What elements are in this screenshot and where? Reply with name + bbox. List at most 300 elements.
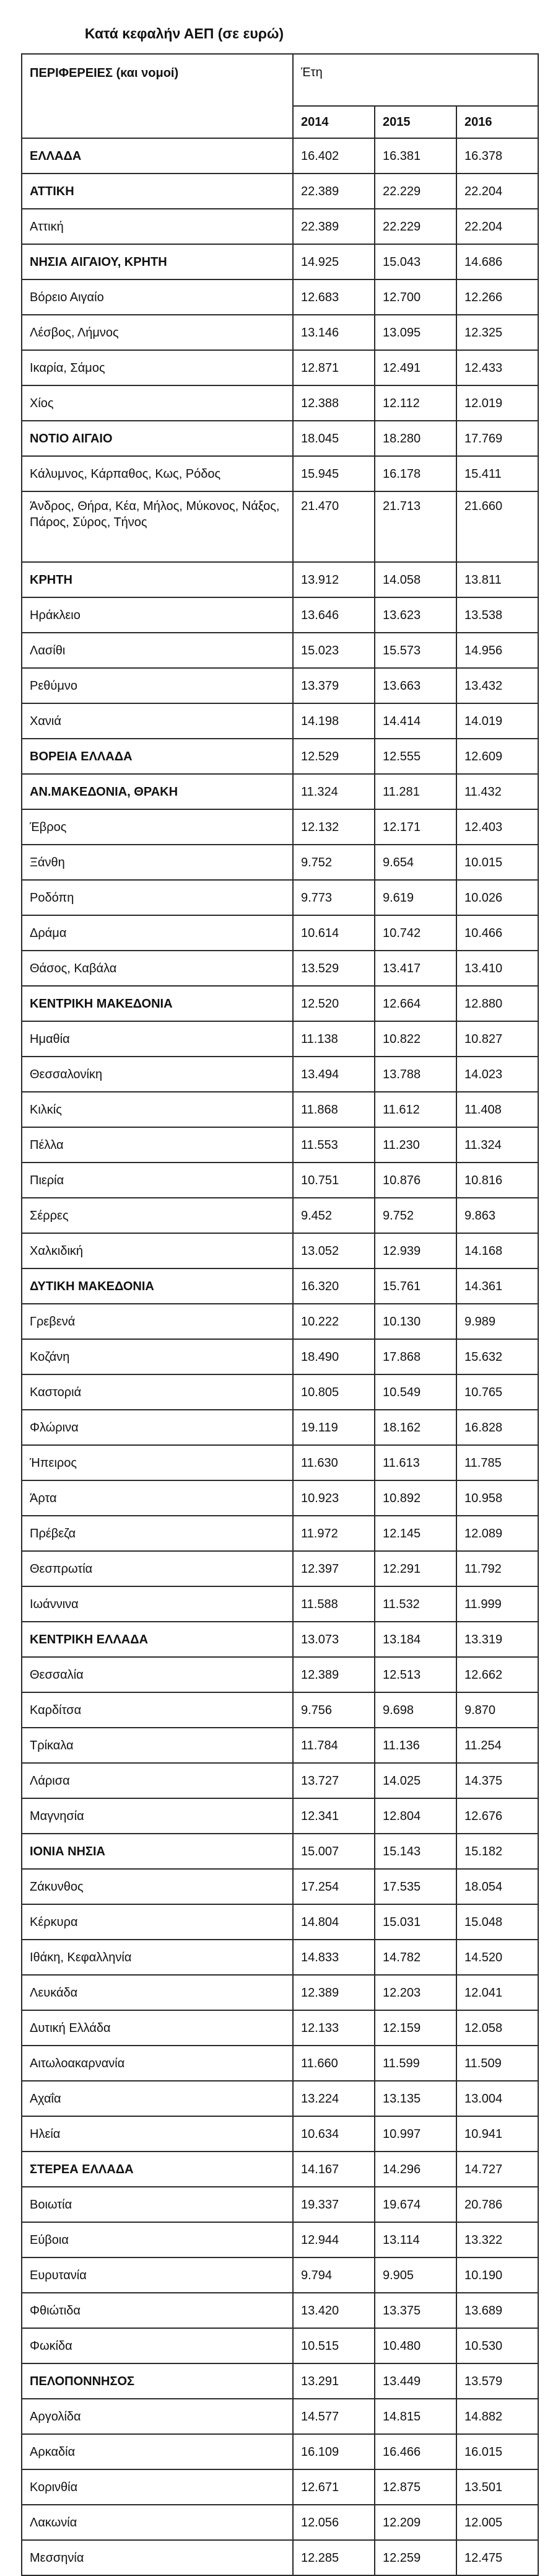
- table-row: [22, 1304, 538, 1339]
- table-row: [22, 1445, 538, 1480]
- value-cell-2014: 13.646: [293, 597, 375, 633]
- value-cell-2016: 11.999: [456, 1586, 538, 1622]
- value-cell-2016: 13.319: [456, 1622, 538, 1657]
- column-header-2014: 2014: [293, 106, 375, 138]
- row-name-cell: Κέρκυρα: [22, 1904, 293, 1940]
- table-row-region: [22, 1622, 538, 1657]
- value-cell-2016: 14.956: [456, 633, 538, 668]
- value-cell-2014: 9.452: [293, 1198, 375, 1233]
- column-header-2016: 2016: [456, 106, 538, 138]
- table-row: [22, 2222, 538, 2257]
- value-cell-2014: 13.727: [293, 1763, 375, 1798]
- value-cell-2016: 15.632: [456, 1339, 538, 1374]
- value-cell-2014: 18.490: [293, 1339, 375, 1374]
- column-header-2015: 2015: [375, 106, 456, 138]
- value-cell-2016: 10.190: [456, 2257, 538, 2293]
- row-name-cell: ΙΟΝΙΑ ΝΗΣΙΑ: [22, 1834, 293, 1869]
- value-cell-2015: 17.535: [375, 1869, 456, 1904]
- value-cell-2014: 10.614: [293, 915, 375, 951]
- value-cell-2016: 16.378: [456, 138, 538, 174]
- row-name-cell: Χίος: [22, 385, 293, 421]
- table-row: [22, 1410, 538, 1445]
- row-name-cell: Χαλκιδική: [22, 1233, 293, 1268]
- row-name-cell: Ιθάκη, Κεφαλληνία: [22, 1940, 293, 1975]
- value-cell-2015: 10.892: [375, 1480, 456, 1516]
- value-cell-2015: 12.145: [375, 1516, 456, 1551]
- value-cell-2014: 15.945: [293, 456, 375, 491]
- value-cell-2016: 11.432: [456, 774, 538, 809]
- table-row: [22, 1374, 538, 1410]
- value-cell-2016: 15.411: [456, 456, 538, 491]
- row-name-cell: ΑΝ.ΜΑΚΕΔΟΝΙΑ, ΘΡΑΚΗ: [22, 774, 293, 809]
- value-cell-2016: 13.410: [456, 951, 538, 986]
- value-cell-2014: 11.784: [293, 1728, 375, 1763]
- row-name-cell: Κοζάνη: [22, 1339, 293, 1374]
- table-row: [22, 2116, 538, 2152]
- value-cell-2016: 15.182: [456, 1834, 538, 1869]
- value-cell-2015: 13.114: [375, 2222, 456, 2257]
- row-name-cell: Μεσσηνία: [22, 2540, 293, 2575]
- value-cell-2015: 11.281: [375, 774, 456, 809]
- row-name-cell: Ξάνθη: [22, 845, 293, 880]
- value-cell-2015: 14.414: [375, 703, 456, 739]
- value-cell-2015: 21.713: [375, 491, 456, 562]
- value-cell-2015: 17.868: [375, 1339, 456, 1374]
- value-cell-2015: 12.939: [375, 1233, 456, 1268]
- value-cell-2014: 22.389: [293, 174, 375, 209]
- value-cell-2016: 12.609: [456, 739, 538, 774]
- row-name-cell: Σέρρες: [22, 1198, 293, 1233]
- value-cell-2016: 14.727: [456, 2152, 538, 2187]
- table-row: [22, 209, 538, 244]
- value-cell-2016: 14.686: [456, 244, 538, 279]
- row-name-cell: Αργολίδα: [22, 2399, 293, 2434]
- value-cell-2016: 16.828: [456, 1410, 538, 1445]
- header-row-top: [22, 54, 538, 106]
- value-cell-2016: 13.004: [456, 2081, 538, 2116]
- value-cell-2014: 14.804: [293, 1904, 375, 1940]
- table-row: [22, 2081, 538, 2116]
- table-row-region: [22, 739, 538, 774]
- row-name-cell: ΝΟΤΙΟ ΑΙΓΑΙΟ: [22, 421, 293, 456]
- value-cell-2016: 12.880: [456, 986, 538, 1021]
- table-row: [22, 2469, 538, 2505]
- table-row: [22, 2399, 538, 2434]
- value-cell-2014: 10.222: [293, 1304, 375, 1339]
- table-row: [22, 1480, 538, 1516]
- value-cell-2015: 12.555: [375, 739, 456, 774]
- row-name-cell: Πρέβεζα: [22, 1516, 293, 1551]
- value-cell-2015: 12.291: [375, 1551, 456, 1586]
- value-cell-2015: 13.623: [375, 597, 456, 633]
- table-row: [22, 1551, 538, 1586]
- row-name-cell: Λέσβος, Λήμνος: [22, 315, 293, 350]
- value-cell-2016: 14.168: [456, 1233, 538, 1268]
- value-cell-2015: 13.417: [375, 951, 456, 986]
- row-name-cell: Καρδίτσα: [22, 1692, 293, 1728]
- value-cell-2016: 10.958: [456, 1480, 538, 1516]
- gdp-per-capita-table: [21, 53, 539, 2576]
- value-cell-2014: 12.671: [293, 2469, 375, 2505]
- value-cell-2016: 16.015: [456, 2434, 538, 2469]
- row-name-cell: Ζάκυνθος: [22, 1869, 293, 1904]
- row-name-cell: Άρτα: [22, 1480, 293, 1516]
- value-cell-2016: 13.432: [456, 668, 538, 703]
- value-cell-2015: 12.664: [375, 986, 456, 1021]
- table-row: [22, 2434, 538, 2469]
- value-cell-2016: 11.792: [456, 1551, 538, 1586]
- value-cell-2015: 16.381: [375, 138, 456, 174]
- value-cell-2015: 10.480: [375, 2328, 456, 2363]
- value-cell-2016: 9.989: [456, 1304, 538, 1339]
- row-name-cell: ΒΟΡΕΙΑ ΕΛΛΑΔΑ: [22, 739, 293, 774]
- value-cell-2016: 12.475: [456, 2540, 538, 2575]
- value-cell-2014: 12.683: [293, 279, 375, 315]
- table-row: [22, 597, 538, 633]
- row-name-cell: Βόρειο Αιγαίο: [22, 279, 293, 315]
- row-name-cell: ΣΤΕΡΕΑ ΕΛΛΑΔΑ: [22, 2152, 293, 2187]
- value-cell-2015: 9.905: [375, 2257, 456, 2293]
- value-cell-2016: 12.266: [456, 279, 538, 315]
- value-cell-2015: 10.742: [375, 915, 456, 951]
- value-cell-2014: 19.119: [293, 1410, 375, 1445]
- value-cell-2014: 14.577: [293, 2399, 375, 2434]
- row-name-cell: Λασίθι: [22, 633, 293, 668]
- row-name-cell: Θεσσαλία: [22, 1657, 293, 1692]
- value-cell-2016: 13.538: [456, 597, 538, 633]
- value-cell-2014: 11.588: [293, 1586, 375, 1622]
- value-cell-2015: 10.549: [375, 1374, 456, 1410]
- value-cell-2016: 12.005: [456, 2505, 538, 2540]
- value-cell-2014: 11.138: [293, 1021, 375, 1057]
- value-cell-2014: 14.833: [293, 1940, 375, 1975]
- row-name-cell: Ιωάννινα: [22, 1586, 293, 1622]
- row-name-cell: Λάρισα: [22, 1763, 293, 1798]
- value-cell-2015: 12.203: [375, 1975, 456, 2010]
- table-row-region: [22, 2363, 538, 2399]
- value-cell-2015: 16.178: [375, 456, 456, 491]
- table-row: [22, 491, 538, 562]
- table-row-region: [22, 986, 538, 1021]
- table-row: [22, 1516, 538, 1551]
- value-cell-2015: 14.025: [375, 1763, 456, 1798]
- value-cell-2016: 12.058: [456, 2010, 538, 2046]
- row-name-cell: Ικαρία, Σάμος: [22, 350, 293, 385]
- value-cell-2016: 12.089: [456, 1516, 538, 1551]
- value-cell-2016: 12.019: [456, 385, 538, 421]
- row-name-cell: Πιερία: [22, 1163, 293, 1198]
- value-cell-2014: 10.751: [293, 1163, 375, 1198]
- value-cell-2014: 13.420: [293, 2293, 375, 2328]
- value-cell-2015: 15.143: [375, 1834, 456, 1869]
- value-cell-2015: 18.162: [375, 1410, 456, 1445]
- value-cell-2015: 15.573: [375, 633, 456, 668]
- value-cell-2015: 11.532: [375, 1586, 456, 1622]
- value-cell-2016: 13.689: [456, 2293, 538, 2328]
- row-name-cell: ΝΗΣΙΑ ΑΙΓΑΙΟΥ, ΚΡΗΤΗ: [22, 244, 293, 279]
- table-row: [22, 1904, 538, 1940]
- table-row: [22, 1869, 538, 1904]
- value-cell-2014: 12.388: [293, 385, 375, 421]
- value-cell-2015: 12.112: [375, 385, 456, 421]
- value-cell-2016: 17.769: [456, 421, 538, 456]
- row-name-cell: Άνδρος, Θήρα, Κέα, Μήλος, Μύκονος, Νάξος, Πάρος, Σύρος, Τήνος: [22, 491, 293, 562]
- table-row-region: [22, 244, 538, 279]
- row-name-cell: Θεσπρωτία: [22, 1551, 293, 1586]
- value-cell-2014: 22.389: [293, 209, 375, 244]
- row-name-cell: Κάλυμνος, Κάρπαθος, Κως, Ρόδος: [22, 456, 293, 491]
- value-cell-2014: 11.868: [293, 1092, 375, 1127]
- value-cell-2014: 11.660: [293, 2046, 375, 2081]
- value-cell-2014: 13.224: [293, 2081, 375, 2116]
- value-cell-2016: 15.048: [456, 1904, 538, 1940]
- value-cell-2016: 13.579: [456, 2363, 538, 2399]
- table-row: [22, 1198, 538, 1233]
- table-row: [22, 279, 538, 315]
- row-name-cell: Τρίκαλα: [22, 1728, 293, 1763]
- value-cell-2015: 12.804: [375, 1798, 456, 1834]
- value-cell-2015: 15.043: [375, 244, 456, 279]
- row-name-cell: Θάσος, Καβάλα: [22, 951, 293, 986]
- value-cell-2014: 18.045: [293, 421, 375, 456]
- table-row: [22, 2328, 538, 2363]
- value-cell-2015: 11.230: [375, 1127, 456, 1163]
- row-name-cell: Ηλεία: [22, 2116, 293, 2152]
- table-row: [22, 809, 538, 845]
- value-cell-2015: 9.654: [375, 845, 456, 880]
- value-cell-2015: 9.619: [375, 880, 456, 915]
- value-cell-2014: 11.630: [293, 1445, 375, 1480]
- value-cell-2014: 14.925: [293, 244, 375, 279]
- table-row-region: [22, 1834, 538, 1869]
- value-cell-2016: 11.324: [456, 1127, 538, 1163]
- value-cell-2015: 9.698: [375, 1692, 456, 1728]
- value-cell-2014: 13.379: [293, 668, 375, 703]
- value-cell-2016: 12.433: [456, 350, 538, 385]
- table-row: [22, 2257, 538, 2293]
- row-name-cell: Αττική: [22, 209, 293, 244]
- column-header-years: Έτη: [293, 54, 538, 106]
- table-row: [22, 1127, 538, 1163]
- row-name-cell: ΔΥΤΙΚΗ ΜΑΚΕΔΟΝΙΑ: [22, 1268, 293, 1304]
- table-row: [22, 350, 538, 385]
- value-cell-2014: 13.052: [293, 1233, 375, 1268]
- value-cell-2015: 13.375: [375, 2293, 456, 2328]
- row-name-cell: Ροδόπη: [22, 880, 293, 915]
- value-cell-2015: 14.782: [375, 1940, 456, 1975]
- value-cell-2014: 11.324: [293, 774, 375, 809]
- table-row: [22, 1057, 538, 1092]
- row-name-cell: ΚΕΝΤΡΙΚΗ ΜΑΚΕΔΟΝΙΑ: [22, 986, 293, 1021]
- row-name-cell: Βοιωτία: [22, 2187, 293, 2222]
- value-cell-2014: 15.007: [293, 1834, 375, 1869]
- value-cell-2015: 14.296: [375, 2152, 456, 2187]
- table-row: [22, 915, 538, 951]
- value-cell-2015: 10.876: [375, 1163, 456, 1198]
- value-cell-2016: 10.816: [456, 1163, 538, 1198]
- row-name-cell: Φωκίδα: [22, 2328, 293, 2363]
- value-cell-2015: 11.612: [375, 1092, 456, 1127]
- value-cell-2016: 12.403: [456, 809, 538, 845]
- table-row: [22, 1339, 538, 1374]
- value-cell-2015: 12.159: [375, 2010, 456, 2046]
- value-cell-2015: 10.822: [375, 1021, 456, 1057]
- value-cell-2014: 11.553: [293, 1127, 375, 1163]
- value-cell-2016: 10.026: [456, 880, 538, 915]
- value-cell-2015: 13.095: [375, 315, 456, 350]
- table-row: [22, 951, 538, 986]
- value-cell-2015: 9.752: [375, 1198, 456, 1233]
- value-cell-2015: 22.229: [375, 209, 456, 244]
- value-cell-2015: 12.209: [375, 2505, 456, 2540]
- value-cell-2015: 15.031: [375, 1904, 456, 1940]
- table-row: [22, 2293, 538, 2328]
- value-cell-2014: 10.634: [293, 2116, 375, 2152]
- value-cell-2016: 12.662: [456, 1657, 538, 1692]
- value-cell-2014: 13.494: [293, 1057, 375, 1092]
- value-cell-2015: 13.135: [375, 2081, 456, 2116]
- row-name-cell: Φθιώτιδα: [22, 2293, 293, 2328]
- value-cell-2015: 10.997: [375, 2116, 456, 2152]
- value-cell-2015: 12.259: [375, 2540, 456, 2575]
- table-row: [22, 1092, 538, 1127]
- table-row-region: [22, 1268, 538, 1304]
- value-cell-2016: 21.660: [456, 491, 538, 562]
- row-name-cell: Φλώρινα: [22, 1410, 293, 1445]
- value-cell-2015: 18.280: [375, 421, 456, 456]
- value-cell-2015: 12.171: [375, 809, 456, 845]
- value-cell-2014: 12.056: [293, 2505, 375, 2540]
- value-cell-2016: 18.054: [456, 1869, 538, 1904]
- value-cell-2014: 13.291: [293, 2363, 375, 2399]
- row-name-cell: Δυτική Ελλάδα: [22, 2010, 293, 2046]
- table-row: [22, 880, 538, 915]
- value-cell-2014: 16.320: [293, 1268, 375, 1304]
- table-row: [22, 1657, 538, 1692]
- table-body: [22, 138, 538, 2575]
- value-cell-2016: 11.509: [456, 2046, 538, 2081]
- value-cell-2014: 10.805: [293, 1374, 375, 1410]
- value-cell-2016: 22.204: [456, 174, 538, 209]
- value-cell-2014: 9.794: [293, 2257, 375, 2293]
- value-cell-2015: 22.229: [375, 174, 456, 209]
- value-cell-2015: 13.184: [375, 1622, 456, 1657]
- table-row: [22, 1692, 538, 1728]
- value-cell-2014: 14.167: [293, 2152, 375, 2187]
- table-row: [22, 2505, 538, 2540]
- table-row: [22, 2046, 538, 2081]
- value-cell-2014: 12.132: [293, 809, 375, 845]
- value-cell-2014: 19.337: [293, 2187, 375, 2222]
- table-row-region: [22, 562, 538, 597]
- table-row: [22, 456, 538, 491]
- table-row: [22, 1763, 538, 1798]
- value-cell-2014: 12.341: [293, 1798, 375, 1834]
- value-cell-2015: 12.491: [375, 350, 456, 385]
- table-row: [22, 1975, 538, 2010]
- page-title: Κατά κεφαλήν ΑΕΠ (σε ευρώ): [84, 25, 284, 42]
- table-row: [22, 2187, 538, 2222]
- row-name-cell: Θεσσαλονίκη: [22, 1057, 293, 1092]
- value-cell-2016: 9.870: [456, 1692, 538, 1728]
- table-row: [22, 1728, 538, 1763]
- value-cell-2016: 14.019: [456, 703, 538, 739]
- value-cell-2016: 14.375: [456, 1763, 538, 1798]
- value-cell-2014: 9.752: [293, 845, 375, 880]
- value-cell-2016: 13.322: [456, 2222, 538, 2257]
- value-cell-2014: 10.923: [293, 1480, 375, 1516]
- column-header-regions: ΠΕΡΙΦΕΡΕΙΕΣ (και νομοί): [22, 54, 293, 138]
- value-cell-2014: 11.972: [293, 1516, 375, 1551]
- value-cell-2014: 13.912: [293, 562, 375, 597]
- table-row-region: [22, 174, 538, 209]
- value-cell-2016: 22.204: [456, 209, 538, 244]
- row-name-cell: Μαγνησία: [22, 1798, 293, 1834]
- table-row: [22, 845, 538, 880]
- table-row: [22, 2540, 538, 2575]
- value-cell-2016: 10.530: [456, 2328, 538, 2363]
- row-name-cell: Κιλκίς: [22, 1092, 293, 1127]
- row-name-cell: Αιτωλοακαρνανία: [22, 2046, 293, 2081]
- value-cell-2014: 12.397: [293, 1551, 375, 1586]
- row-name-cell: Αρκαδία: [22, 2434, 293, 2469]
- value-cell-2016: 11.785: [456, 1445, 538, 1480]
- row-name-cell: Χανιά: [22, 703, 293, 739]
- value-cell-2016: 10.941: [456, 2116, 538, 2152]
- value-cell-2016: 12.676: [456, 1798, 538, 1834]
- value-cell-2014: 17.254: [293, 1869, 375, 1904]
- table-row: [22, 633, 538, 668]
- value-cell-2016: 10.466: [456, 915, 538, 951]
- value-cell-2015: 14.815: [375, 2399, 456, 2434]
- row-name-cell: Ημαθία: [22, 1021, 293, 1057]
- value-cell-2016: 14.023: [456, 1057, 538, 1092]
- value-cell-2015: 10.130: [375, 1304, 456, 1339]
- value-cell-2014: 13.073: [293, 1622, 375, 1657]
- value-cell-2015: 11.613: [375, 1445, 456, 1480]
- table-row: [22, 1233, 538, 1268]
- row-name-cell: Αχαΐα: [22, 2081, 293, 2116]
- row-name-cell: ΚΕΝΤΡΙΚΗ ΕΛΛΑΔΑ: [22, 1622, 293, 1657]
- value-cell-2014: 12.389: [293, 1975, 375, 2010]
- value-cell-2014: 14.198: [293, 703, 375, 739]
- row-name-cell: ΑΤΤΙΚΗ: [22, 174, 293, 209]
- row-name-cell: ΚΡΗΤΗ: [22, 562, 293, 597]
- row-name-cell: Πέλλα: [22, 1127, 293, 1163]
- value-cell-2016: 20.786: [456, 2187, 538, 2222]
- value-cell-2014: 12.944: [293, 2222, 375, 2257]
- value-cell-2014: 12.871: [293, 350, 375, 385]
- value-cell-2016: 12.041: [456, 1975, 538, 2010]
- value-cell-2016: 11.408: [456, 1092, 538, 1127]
- value-cell-2014: 16.109: [293, 2434, 375, 2469]
- value-cell-2015: 12.700: [375, 279, 456, 315]
- value-cell-2016: 10.015: [456, 845, 538, 880]
- value-cell-2015: 15.761: [375, 1268, 456, 1304]
- value-cell-2015: 13.449: [375, 2363, 456, 2399]
- table-row: [22, 1021, 538, 1057]
- value-cell-2014: 9.756: [293, 1692, 375, 1728]
- value-cell-2016: 14.361: [456, 1268, 538, 1304]
- row-name-cell: Γρεβενά: [22, 1304, 293, 1339]
- row-name-cell: ΠΕΛΟΠΟΝΝΗΣΟΣ: [22, 2363, 293, 2399]
- value-cell-2015: 14.058: [375, 562, 456, 597]
- row-name-cell: Ήπειρος: [22, 1445, 293, 1480]
- value-cell-2014: 13.529: [293, 951, 375, 986]
- value-cell-2014: 9.773: [293, 880, 375, 915]
- table-row: [22, 703, 538, 739]
- value-cell-2015: 12.513: [375, 1657, 456, 1692]
